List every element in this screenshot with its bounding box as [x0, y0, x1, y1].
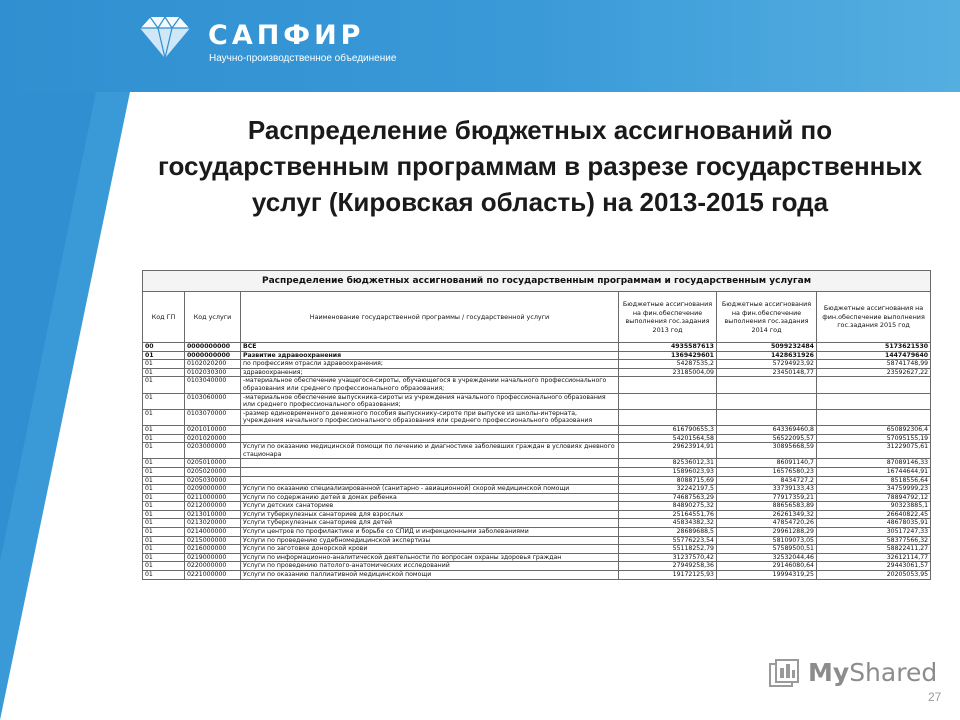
cell-2013: [619, 393, 717, 409]
cell-name: [241, 434, 619, 443]
cell-2013: 84890275,32: [619, 502, 717, 511]
cell-2015: 26640822,45: [817, 510, 931, 519]
cell-2015: 34759999,23: [817, 485, 931, 494]
cell-name: Услуги по заготовке донорской крови: [241, 545, 619, 554]
cell-name: ВСЕ: [241, 343, 619, 352]
cell-2014: 29146080,64: [717, 562, 817, 571]
cell-2014: 58109073,05: [717, 536, 817, 545]
cell-2015: 78894792,12: [817, 493, 931, 502]
cell-gp: 01: [143, 425, 185, 434]
table-row: [143, 476, 931, 485]
table-row: [143, 553, 931, 562]
cell-2014: 77917359,21: [717, 493, 817, 502]
cell-2013: 28689688,5: [619, 528, 717, 537]
cell-2014: 19994319,25: [717, 571, 817, 580]
cell-name: Услуги по проведению судебномедицинской экспертизы: [241, 536, 619, 545]
cell-name: [241, 476, 619, 485]
cell-2015: 16744644,91: [817, 467, 931, 476]
table-row: [143, 493, 931, 502]
brand-tagline: Научно-производственное объединение: [209, 53, 397, 64]
table-row: [143, 562, 931, 571]
cell-2014: [717, 377, 817, 393]
cell-2014: 57294923,92: [717, 360, 817, 369]
cell-2013: 25164551,76: [619, 510, 717, 519]
cell-2013: 8088715,69: [619, 476, 717, 485]
cell-2015: 31229075,61: [817, 443, 931, 459]
cell-gp: 01: [143, 536, 185, 545]
cell-name: [241, 467, 619, 476]
table-row: [143, 467, 931, 476]
cell-code: 0102020200: [185, 360, 241, 369]
cell-2014: 643369460,8: [717, 425, 817, 434]
cell-gp: 01: [143, 562, 185, 571]
cell-code: 0213020000: [185, 519, 241, 528]
cell-name: по профессиям отрасли здравоохранения;: [241, 360, 619, 369]
cell-2013: 19172125,93: [619, 571, 717, 580]
cell-gp: 01: [143, 434, 185, 443]
cell-2015: 1447479640: [817, 351, 931, 360]
cell-gp: 01: [143, 368, 185, 377]
cell-2014: 57589500,51: [717, 545, 817, 554]
cell-gp: 01: [143, 553, 185, 562]
table-row: [143, 536, 931, 545]
cell-gp: 01: [143, 519, 185, 528]
cell-2015: 58741748,99: [817, 360, 931, 369]
cell-2014: 32532044,46: [717, 553, 817, 562]
table-row: [143, 351, 931, 360]
cell-name: -материальное обеспечение выпускника-сироты из учреждения начального профессионального образования или среднего профессионального образования;: [241, 393, 619, 409]
cell-name: Услуги центров по профилактике и борьбе со СПИД и инфекционными заболеваниями: [241, 528, 619, 537]
cell-2014: 88656583,89: [717, 502, 817, 511]
table-row: [143, 528, 931, 537]
cell-name: [241, 459, 619, 468]
cell-code: 0103040000: [185, 377, 241, 393]
cell-gp: 01: [143, 476, 185, 485]
table-row: [143, 519, 931, 528]
cell-gp: 01: [143, 510, 185, 519]
cell-code: 0205010000: [185, 459, 241, 468]
cell-name: Услуги по оказанию паллиативной медицинской помощи: [241, 571, 619, 580]
table-row: [143, 443, 931, 459]
cell-name: здравоохранения;: [241, 368, 619, 377]
col-header-2013: Бюджетные ассигнования на фин.обеспечение выполнения гос.задания 2013 год: [619, 292, 717, 343]
cell-2015: [817, 377, 931, 393]
cell-name: -материальное обеспечение учащегося-сироты, обучающегося в учреждении начального профессионального образования или среднего профессионального образования;: [241, 377, 619, 393]
cell-2015: [817, 409, 931, 425]
cell-code: 0216000000: [185, 545, 241, 554]
cell-code: 0201020000: [185, 434, 241, 443]
table-row: [143, 377, 931, 393]
slide-title: Распределение бюджетных ассигнований по государственным программам в разрезе государственных услуг (Кировская область) на 2013-2015 года: [157, 115, 923, 217]
cell-2014: 30895668,59: [717, 443, 817, 459]
cell-2015: 20205053,95: [817, 571, 931, 580]
cell-code: 0203000000: [185, 443, 241, 459]
cell-code: 0000000000: [185, 351, 241, 360]
cell-gp: 01: [143, 409, 185, 425]
col-header-2015: Бюджетные ассигнования на фин.обеспечение выполнения гос.задания 2015 год: [817, 292, 931, 343]
cell-name: Развитие здравоохранения: [241, 351, 619, 360]
table-row: [143, 510, 931, 519]
table-row: [143, 368, 931, 377]
col-header-code: Код услуги: [185, 292, 241, 343]
cell-code: 0220000000: [185, 562, 241, 571]
cell-2013: 45834382,32: [619, 519, 717, 528]
cell-2013: 27949258,36: [619, 562, 717, 571]
cell-2013: 23185004,09: [619, 368, 717, 377]
cell-code: 0221000000: [185, 571, 241, 580]
table-row: [143, 343, 931, 352]
cell-gp: 00: [143, 343, 185, 352]
table-caption-row: [143, 271, 931, 292]
cell-name: Услуги по оказанию медицинской помощи по лечению и диагностике заболевших граждан в условиях дневного стационара: [241, 443, 619, 459]
cell-2015: 32612114,77: [817, 553, 931, 562]
cell-name: Услуги по содержанию детей в домах ребенка: [241, 493, 619, 502]
cell-2013: 29623914,91: [619, 443, 717, 459]
cell-name: Услуги по информационно-аналитической деятельности по вопросам охраны здоровья граждан: [241, 553, 619, 562]
cell-2014: 16576580,23: [717, 467, 817, 476]
cell-2013: 15896023,93: [619, 467, 717, 476]
brand-name: САПФИР: [208, 20, 365, 51]
cell-2015: [817, 393, 931, 409]
cell-code: 0103060000: [185, 393, 241, 409]
cell-code: 0211000000: [185, 493, 241, 502]
cell-code: 0219000000: [185, 553, 241, 562]
cell-code: 0102030300: [185, 368, 241, 377]
cell-2015: 57095155,19: [817, 434, 931, 443]
cell-name: Услуги туберкулезных санаториев для взрослых: [241, 510, 619, 519]
cell-2014: 56522095,57: [717, 434, 817, 443]
cell-2013: 55118252,79: [619, 545, 717, 554]
cell-name: Услуги туберкулезных санаториев для детей: [241, 519, 619, 528]
table-row: [143, 459, 931, 468]
table-caption: Распределение бюджетных ассигнований по государственным программам и государственным услугам: [143, 271, 931, 292]
budget-table: [142, 270, 931, 580]
cell-gp: 01: [143, 545, 185, 554]
cell-2015: 8518556,64: [817, 476, 931, 485]
table-row: [143, 409, 931, 425]
cell-gp: 01: [143, 377, 185, 393]
cell-2014: [717, 393, 817, 409]
sapphire-gem-icon: [134, 14, 196, 60]
cell-gp: 01: [143, 459, 185, 468]
table-row: [143, 485, 931, 494]
cell-2013: 31237570,42: [619, 553, 717, 562]
cell-code: 0103070000: [185, 409, 241, 425]
cell-name: Услуги детских санаториев: [241, 502, 619, 511]
table-row: [143, 434, 931, 443]
cell-gp: 01: [143, 493, 185, 502]
cell-2014: 1428631926: [717, 351, 817, 360]
cell-code: 0201010000: [185, 425, 241, 434]
cell-code: 0212000000: [185, 502, 241, 511]
cell-2015: 23592627,22: [817, 368, 931, 377]
table-row: [143, 502, 931, 511]
table-row: [143, 360, 931, 369]
cell-code: 0214000000: [185, 528, 241, 537]
cell-code: 0205020000: [185, 467, 241, 476]
cell-2015: 30517247,33: [817, 528, 931, 537]
decorative-blue-wedge: [0, 92, 130, 720]
table-row: [143, 425, 931, 434]
cell-gp: 01: [143, 443, 185, 459]
cell-2014: 33739133,43: [717, 485, 817, 494]
slide-header: [0, 0, 960, 92]
cell-2013: 32242197,5: [619, 485, 717, 494]
cell-gp: 01: [143, 485, 185, 494]
table-row: [143, 545, 931, 554]
cell-gp: 01: [143, 571, 185, 580]
cell-2014: 86091140,7: [717, 459, 817, 468]
cell-2013: [619, 377, 717, 393]
cell-code: 0209000000: [185, 485, 241, 494]
cell-gp: 01: [143, 528, 185, 537]
cell-2015: 650892306,4: [817, 425, 931, 434]
cell-2013: 74687563,29: [619, 493, 717, 502]
cell-gp: 01: [143, 393, 185, 409]
cell-2013: 82536012,31: [619, 459, 717, 468]
cell-2015: 48678035,91: [817, 519, 931, 528]
budget-table-image: [142, 270, 930, 580]
cell-code: 0205030000: [185, 476, 241, 485]
cell-2015: 87089146,33: [817, 459, 931, 468]
cell-2014: 29961288,29: [717, 528, 817, 537]
cell-2014: [717, 409, 817, 425]
cell-2015: 90323885,1: [817, 502, 931, 511]
cell-2015: 58377566,32: [817, 536, 931, 545]
cell-gp: 01: [143, 360, 185, 369]
cell-gp: 01: [143, 502, 185, 511]
col-header-name: Наименование государственной программы / государственной услуги: [241, 292, 619, 343]
cell-name: Услуги по оказанию специализированной (санитарно - авиационной) скорой медицинской помощи: [241, 485, 619, 494]
cell-2013: 54201564,58: [619, 434, 717, 443]
cell-2014: 47854720,26: [717, 519, 817, 528]
table-row: [143, 571, 931, 580]
cell-code: 0215000000: [185, 536, 241, 545]
cell-name: Услуги по проведению патолого-анатомических исследований: [241, 562, 619, 571]
cell-2014: 8434727,2: [717, 476, 817, 485]
cell-2013: 55776223,54: [619, 536, 717, 545]
myshared-logo-icon: [766, 656, 804, 694]
col-header-gp: Код ГП: [143, 292, 185, 343]
cell-2014: 5099232484: [717, 343, 817, 352]
cell-name: -размер единовременного денежного пособия выпускнику-сироте при выпуске из школы-интерната, учреждения начального профессионального образования или среднего профессионального образования: [241, 409, 619, 425]
cell-2014: 23450148,77: [717, 368, 817, 377]
cell-2015: 5173621530: [817, 343, 931, 352]
page-number: 27: [928, 690, 942, 704]
cell-2015: 58822411,27: [817, 545, 931, 554]
cell-code: 0213010000: [185, 510, 241, 519]
cell-gp: 01: [143, 351, 185, 360]
cell-2014: 26261349,32: [717, 510, 817, 519]
cell-2013: 4935587613: [619, 343, 717, 352]
cell-2013: 616790655,3: [619, 425, 717, 434]
cell-code: 0000000000: [185, 343, 241, 352]
cell-2013: [619, 409, 717, 425]
cell-name: [241, 425, 619, 434]
table-row: [143, 393, 931, 409]
myshared-watermark: MyShared: [808, 658, 938, 687]
col-header-2014: Бюджетные ассигнования на фин.обеспечение выполнения гос.задания 2014 год: [717, 292, 817, 343]
cell-gp: 01: [143, 467, 185, 476]
table-header-row: [143, 292, 931, 343]
cell-2013: 1369429601: [619, 351, 717, 360]
cell-2015: 29443061,57: [817, 562, 931, 571]
cell-2013: 54287535,2: [619, 360, 717, 369]
